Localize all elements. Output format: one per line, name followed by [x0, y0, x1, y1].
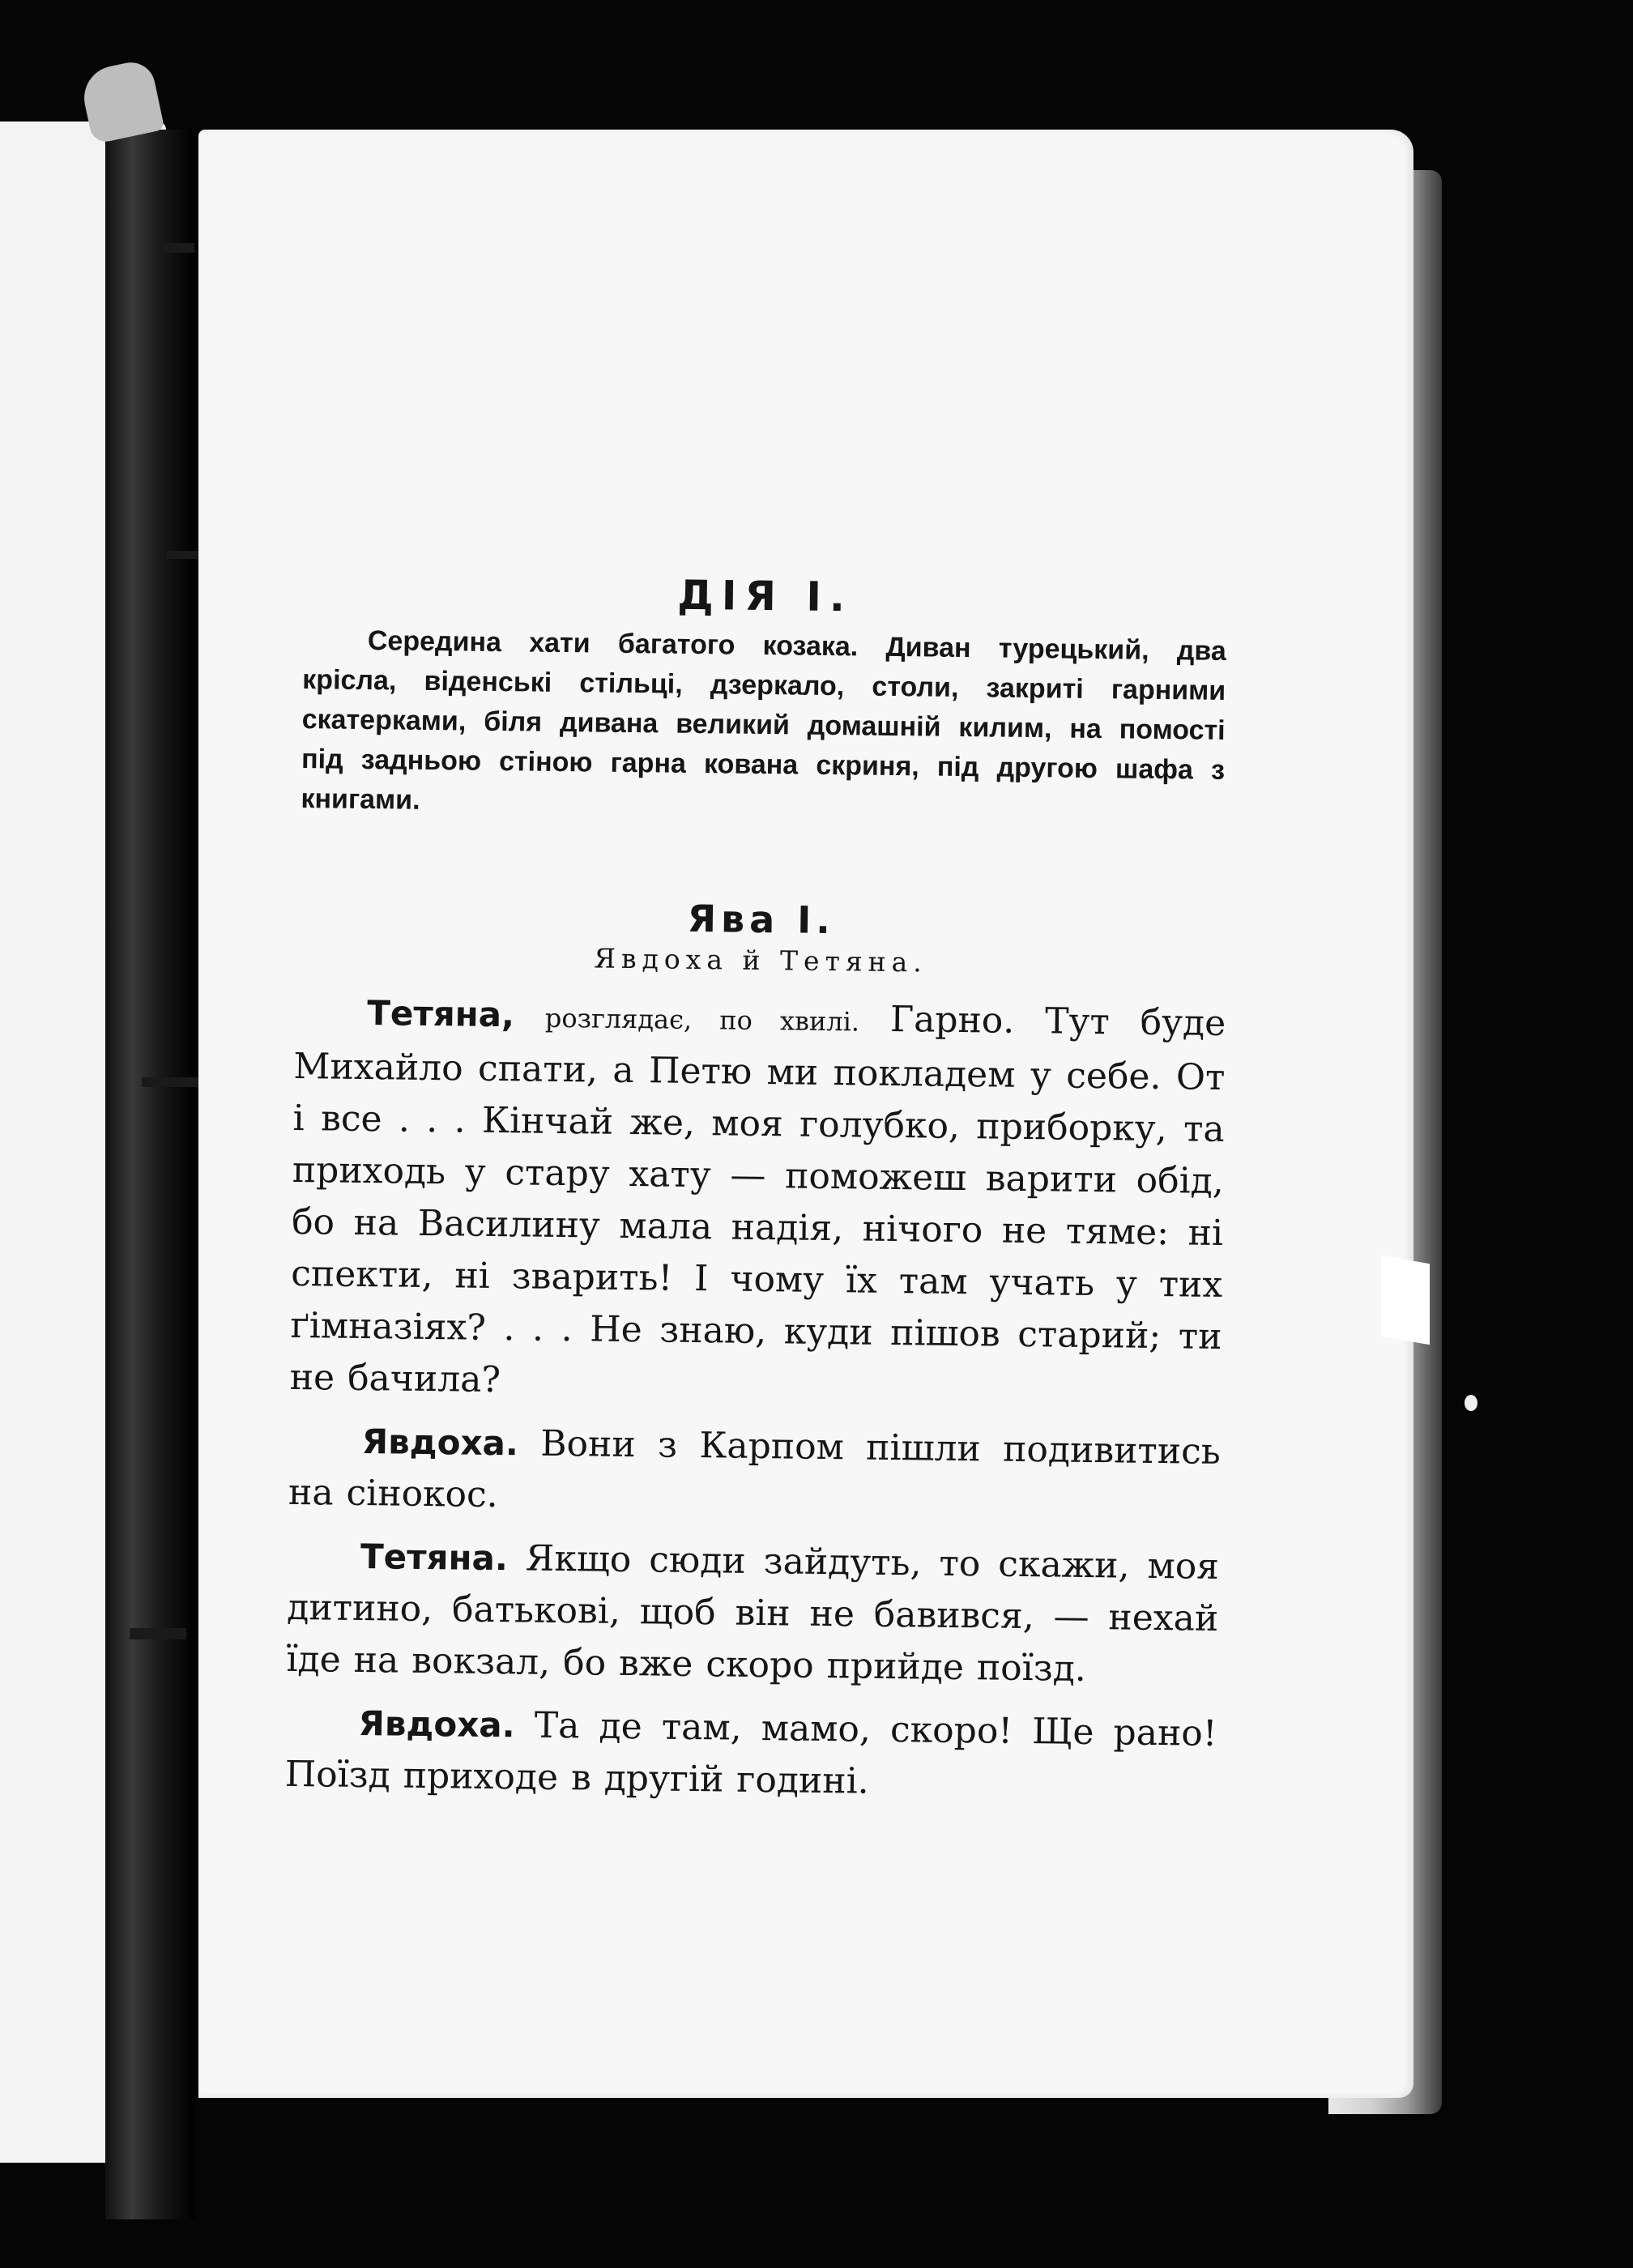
torn-page-corner — [1381, 1256, 1430, 1345]
speech-text: Та де там, мамо, скоро! Ще рано! Поїзд приходе в другій годині. — [284, 1704, 1217, 1802]
book-page — [198, 130, 1413, 2098]
scene-title: Ява І. — [687, 896, 836, 943]
dialogue-line — [286, 1530, 1219, 1697]
stage-remark: розглядає, по хвилі. — [544, 1002, 860, 1038]
speaker-name: Явдоха. — [358, 1703, 515, 1746]
speech-text: Якщо сюди зайдуть, то скажи, моя дитино, батькові, щоб він не бавився, — нехай їде на вокзал, бо вже скоро прийде поїзд. — [286, 1537, 1220, 1690]
speaker-name: Тетяна, — [366, 993, 515, 1035]
binding-stitch — [142, 1077, 198, 1087]
speaker-name: Явдоха. — [361, 1422, 519, 1464]
act-title: ДІЯ І. — [676, 571, 854, 621]
speech-text: Вони з Карпом пішли подивитись на сінокос. — [288, 1422, 1222, 1516]
book-gutter — [105, 130, 194, 2219]
binding-stitch — [162, 243, 194, 253]
scene-characters: Явдоха й Тетяна. — [594, 942, 928, 978]
dialogue-line — [284, 1697, 1217, 1812]
binding-stitch — [130, 1628, 186, 1639]
dialogue-line — [289, 987, 1226, 1415]
speech-text: Гарно. Тут буде Михайло спати, а Петю ми покладем у себе. От і все . . . Кінчай же, моя голубко, приборку, та приходь у стару хату — поможеш варити обід, бо на Василину мала надія, нічого не тяме: ні спекти, ні зварить! І чому їх там учать у тих ґімназіях? . . . Не знаю, куди пішов старий; ти не бачила? — [289, 998, 1226, 1401]
page-content — [284, 567, 1231, 1823]
speaker-name: Тетяна. — [360, 1537, 509, 1579]
dialogue-line — [288, 1415, 1221, 1530]
scan-speck — [1465, 1395, 1477, 1411]
stage-directions: Середина хати багатого козака. Диван турецький, два крісла, віденські стільці, дзеркало, столи, закриті гарними скатерками, біля дивана великий домашній килим, на помості під задньою стіною гарна кована скриня, під другою шафа з книгами. — [301, 625, 1227, 816]
